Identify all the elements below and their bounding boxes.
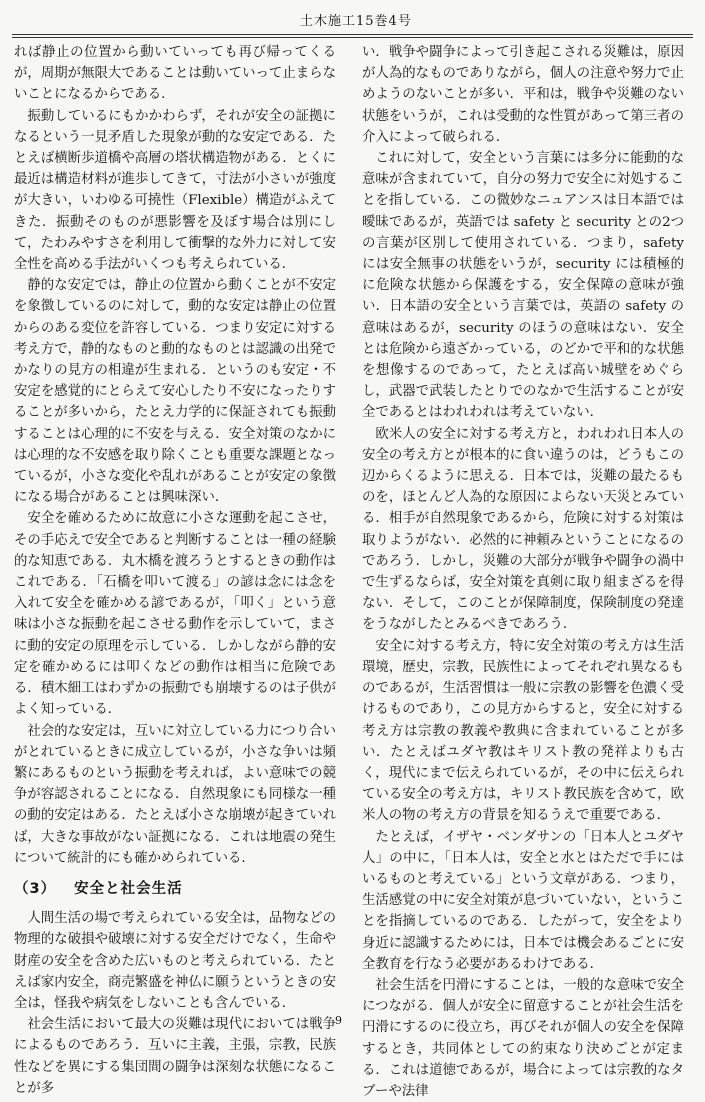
section-number: （3） [14, 880, 57, 897]
paragraph: 安全を確めるために故意に小さな運動を起こさせ，その手応えで安全であると判断することは一種の経験的な知恵である．丸木橋を渡ろうとするときの動作はこれである．「石橋を叩いて渡る」の諺は念には念を入れて安全を確かめる諺であるが，「叩く」という意味は小さな振動を起こさせる動作を示していて，まさに動的安定の原理を示している．しかしながら静的安定を確かめるには叩くなどの動作は相当に危険である．積木細工はわずかの振動でも崩壊するのは子供がよく知っている． [14, 511, 336, 718]
page-header [0, 10, 705, 38]
section-title: 安全と社会生活 [74, 880, 183, 897]
journal-title: 土木施工15巻4号 [300, 14, 412, 29]
left-column [14, 42, 336, 1099]
paragraph: これに対して，安全という言葉には多分に能動的な意味が含まれていて，自分の努力で安全に対処することを指している．この微妙なニュアンスは日本語では曖昧であるが，英語では safety と security との2つの言葉が区別して使用されている．つまり，safety には安全無事の状態をいうが，security には積極的に危険な状態から保護をする，安全保障の意味が強い．日本語の安全という言葉では，英語の safety の意味はあるが，security のほうの意味はない．安全とは危険から遠ざかっている，のどかで平和的な状態を想像するのであって，たとえば高い城壁をめぐらし，武器で武装したとりでのなかで生活することが安全であるとはわれわれは考えていない． [362, 151, 684, 421]
paragraph: 欧米人の安全に対する考え方と，われわれ日本人の安全の考え方とが根本的に食い違うのは，どうもこの辺からくるように思える．日本では，災難の最たるものを，ほとんど人為的な原因によらない天災とみている．相手が自然現象であるから，危険に対する対策は取りようがない．必然的に神頼みということになるのであろう．しかし，災難の大部分が戦争や闘争の渦中で生ずるならば，安全対策を真剣に取り組まざるを得ない．そして，このことが保障制度，保険制度の発達をうながしたとみるべきであろう． [362, 426, 684, 633]
header-rule-double [12, 37, 693, 38]
page-number: 9 [335, 1014, 342, 1027]
paragraph: たとえば，イザヤ・ベンダサンの「日本人とユダヤ人」の中に，「日本人は，安全と水とはただで手にはいるものと考えている」という文章がある．つまり，生活感覚の中に安全対策が息づいていない，ということを指摘しているのである．したがって，安全をより身近に認識するためには，日本では機会あるごとに安全教育を行なう必要があるわけである． [362, 829, 684, 972]
section-heading [14, 879, 336, 900]
paragraph: れば静止の位置から動いていっても再び帰ってくるが，周期が無限大であることは動いていって止まらないことになるからである． [14, 45, 336, 103]
paragraph: 社会生活を円滑にすることは，一般的な意味で安全につながる．個人が安全に留意することが社会生活を円滑にするのに役立ち，再びそれが個人の安全を保障するとき，共同体としての約束なり決めごとが定まる．これは道徳であるが，場合によっては宗教的なタブーや法律 [362, 977, 684, 1099]
paragraph: 人間生活の場で考えられている安全は，品物などの物理的な破損や破壊に対する安全だけでなく，生命や財産の安全を含めた広いものと考えられている．たとえば家内安全，商売繁盛を神仏に願うというときの安全は，怪我や病気をしないことも含んでいる． [14, 911, 336, 1011]
paragraph: 安全に対する考え方，特に安全対策の考え方は生活環境，歴史，宗教，民族性によってそれぞれ異なるものであるが，生活習慣は一般に宗教の影響を色濃く受けるものであり，この見方からすると，安全に対する考え方は宗教の教義や教典に含まれていることが多い．たとえばユダヤ教はキリスト教の発祥よりも古く，現代にまで伝えられているが，その中に伝えられている安全の考え方は，キリスト教民族を含めて，欧米人の物の考え方の背景を知るうえで重要である． [362, 638, 684, 824]
paragraph: 社会生活において最大の災難は現代においては戦争によるものであろう．互いに主義，主張，宗教，民族性などを異にする集団間の闘争は深刻な状態になることが多 [14, 1017, 336, 1096]
header-rule [12, 34, 693, 35]
paragraph: 静的な安定では，静止の位置から動くことが不安定を象徴しているのに対して，動的な安定は静止の位置からのある変位を許容している．つまり安定に対する考え方で，静的なものと動的なものとは認識の出発でかなりの見方の相違が生まれる．というのも安定・不安定を感覚的にとらえて安心したり不安になったりすることが多いから，たとえ力学的に保証されても振動することは心理的に不安を与える．安全対策のなかには心理的な不安感を取り除くことも重要な課題となっているが，小さな変化や乱れがあることが安定の象徴になる場合があることは興味深い． [14, 278, 336, 506]
paragraph: 振動しているにもかかわらず，それが安全の証拠になるという一見矛盾した現象が動的な安定である．たとえば横断歩道橋や高層の塔状構造物がある．とくに最近は構造材料が進歩してきて，寸法が小さいが強度が大きい，いわゆる可撓性（Flexible）構造がふえてきた．振動そのものが悪影響を及ぼす場合は別にして，たわみやすさを利用して衝撃的な外力に対して安全性を高める手法がいくつも考えられている． [14, 108, 336, 273]
paragraph: い．戦争や闘争によって引き起こされる災難は，原因が人為的なものでありながら，個人の注意や努力で止めようのないことが多い．平和は，戦争や災難のない状態をいうが，これは受動的な性質があって第三者の介入によって破られる． [362, 45, 684, 145]
right-column [362, 42, 684, 1102]
paragraph: 社会的な安定は，互いに対立している力につり合いがとれているときに成立しているが，小さな争いは頻繁にあるものという振動を考えれば，よい意味での競争が容認されることになる．自然現象にも同様な一種の動的安定はある．たとえば小さな崩壊が起きていれば，大きな事故がない証拠になる．これは地震の発生について統計的にも確かめられている． [14, 723, 336, 866]
